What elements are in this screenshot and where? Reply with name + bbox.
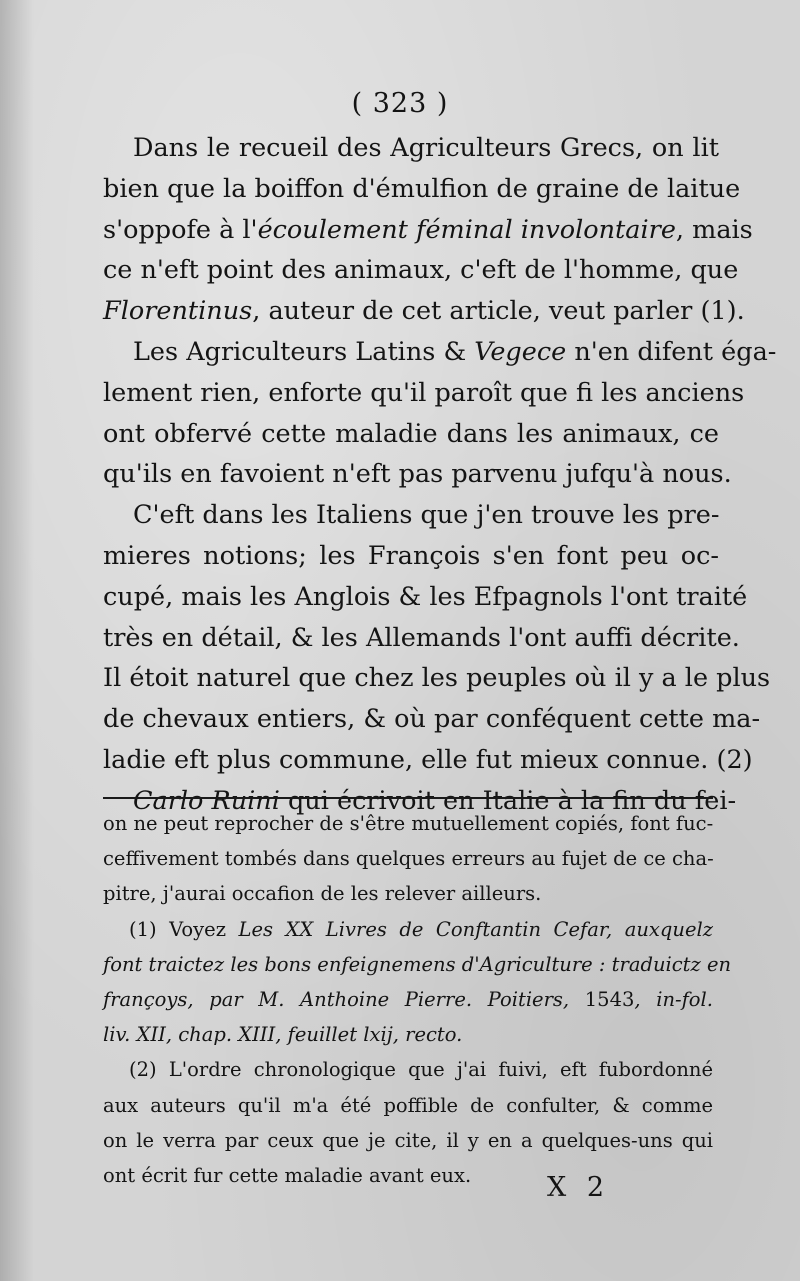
footnote-line [103, 876, 713, 911]
text-segment: , auteur de cet article, veut parler (1). [252, 296, 745, 327]
text-segment: , mais [675, 214, 753, 245]
text-segment: C'eft dans les Italiens que j'en trouve les pre- [133, 500, 720, 531]
text-line [103, 577, 748, 618]
text-line [103, 699, 761, 740]
text-segment: bien que la boiffon d'émulfion de graine de laitue [103, 173, 741, 204]
italic-segment: Les XX Livres de Conftantin Cefar, auxquelz [238, 917, 713, 941]
footnote-line [103, 947, 732, 982]
text-segment: très en détail, & les Allemands l'ont auffi décrite. [103, 622, 740, 653]
text-segment: aux auteurs qu'il m'a été poffible de confulter, & comme [103, 1093, 713, 1117]
main-text-block [103, 128, 777, 822]
footnote-line [103, 982, 713, 1017]
text-segment: qu'ils en favoient n'eft pas parvenu jufqu'à nous. [103, 459, 732, 490]
text-segment: Dans le recueil des Agriculteurs Grecs, on lit [133, 133, 719, 163]
italic-segment: font traictez les bons enfeignemens d'Agriculture : traduictz en [103, 952, 732, 976]
text-line [103, 414, 719, 455]
text-line [103, 740, 753, 781]
footnote-line [103, 806, 713, 841]
text-segment: cupé, mais les Anglois & les Efpagnols l'ont traité [103, 581, 748, 612]
page-gutter-shadow [0, 0, 34, 1281]
text-segment: n'en difent éga- [566, 336, 777, 367]
text-line [103, 210, 753, 251]
text-segment: pitre, j'aurai occafion de les relever ailleurs. [103, 882, 542, 906]
signature-mark: X 2 [547, 1172, 610, 1203]
footnote-line [103, 1088, 713, 1123]
text-line [103, 658, 771, 699]
text-segment: on ne peut reprocher de s'être mutuellement copiés, font fuc- [103, 812, 714, 835]
text-segment: s'oppofe à l' [103, 214, 258, 245]
italic-segment: Vegece [474, 336, 567, 367]
text-segment: ont écrit fur cette maladie avant eux. [103, 1163, 472, 1187]
text-line [103, 128, 719, 169]
text-line [103, 373, 745, 414]
footnote-line [103, 1123, 713, 1158]
text-line [103, 291, 745, 332]
text-line [103, 495, 719, 536]
footnote-line [103, 912, 713, 947]
italic-segment: Carlo Ruini [133, 785, 280, 816]
text-segment: (1) Voyez [129, 917, 239, 941]
text-line [103, 618, 740, 659]
text-segment: 1543 [584, 987, 635, 1011]
italic-segment: écoulement féminal involontaire [257, 214, 676, 245]
text-segment: (2) L'ordre chronologique que j'ai fuivi, eft fubordonné [129, 1058, 713, 1082]
text-segment: ont obfervé cette maladie dans les animaux, ce [103, 418, 719, 449]
text-line [103, 250, 739, 291]
text-segment: qui écrivoit en Italie à la fin du fei- [279, 785, 737, 816]
italic-segment: liv. XII, chap. XIII, feuillet lxij, recto. [103, 1023, 463, 1047]
footnote-line [103, 1158, 713, 1193]
page-number: ( 323 ) [351, 88, 449, 119]
footnote-line [103, 841, 713, 876]
text-segment: on le verra par ceux que je cite, il y en a quelques-uns qui [103, 1128, 713, 1152]
text-line [103, 536, 719, 577]
footnote-line [103, 1052, 713, 1087]
text-segment: ladie eft plus commune, elle fut mieux connue. (2) [103, 744, 753, 775]
text-segment: de chevaux entiers, & où par conféquent cette ma- [103, 704, 761, 735]
text-segment: lement rien, enforte qu'il paroît que fi les anciens [103, 377, 745, 408]
italic-segment: françoys, par M. Anthoine Pierre. Poitiers, [103, 987, 585, 1011]
text-line [103, 454, 732, 495]
text-segment: Les Agriculteurs Latins & [133, 336, 475, 367]
italic-segment: , in-fol. [634, 987, 713, 1011]
italic-segment: Florentinus [103, 296, 253, 327]
footnote-line [103, 1017, 713, 1052]
footnotes-block [103, 806, 732, 1193]
footnote-separator-rule [103, 797, 713, 799]
text-segment: Il étoit naturel que chez les peuples où il y a le plus [103, 663, 771, 694]
text-line [103, 332, 777, 373]
text-segment: ceffivement tombés dans quelques erreurs au fujet de ce cha- [103, 847, 714, 871]
text-segment: mieres notions; les François s'en font peu oc- [103, 540, 719, 571]
text-segment: ce n'eft point des animaux, c'eft de l'homme, que [103, 255, 739, 286]
text-line [103, 169, 741, 210]
